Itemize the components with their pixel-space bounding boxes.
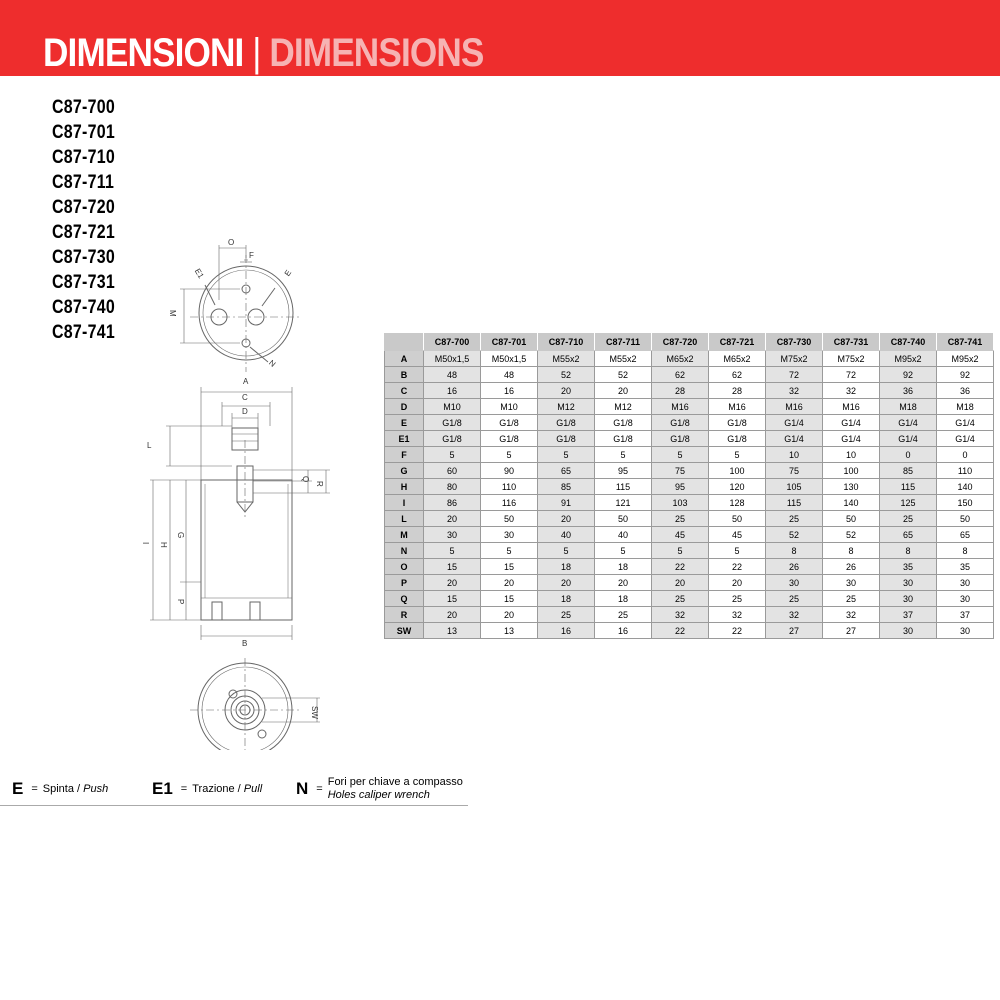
- table-cell: 105: [766, 479, 823, 495]
- table-cell: 18: [538, 559, 595, 575]
- column-header: C87-741: [937, 334, 994, 351]
- table-cell: 86: [424, 495, 481, 511]
- table-cell: M16: [709, 399, 766, 415]
- table-cell: 40: [538, 527, 595, 543]
- legend-text: [192, 783, 262, 795]
- table-cell: G1/8: [652, 431, 709, 447]
- table-header-row: [385, 334, 994, 351]
- table-row: [385, 431, 994, 447]
- legend-text-italian: Spinta /: [42, 783, 84, 795]
- header-banner: [0, 0, 1000, 76]
- table-cell: M65x2: [652, 351, 709, 367]
- table-cell: 20: [595, 383, 652, 399]
- product-code: C87-711: [52, 172, 115, 193]
- table-cell: 25: [766, 591, 823, 607]
- table-row: [385, 463, 994, 479]
- legend: [0, 773, 468, 806]
- table-cell: 27: [766, 623, 823, 639]
- table-cell: 22: [709, 559, 766, 575]
- table-body: [385, 351, 994, 639]
- table-cell: 35: [937, 559, 994, 575]
- table-cell: 80: [424, 479, 481, 495]
- table-cell: M95x2: [937, 351, 994, 367]
- dim-label-a: A: [243, 377, 249, 386]
- table-cell: 20: [595, 575, 652, 591]
- table-cell: 130: [823, 479, 880, 495]
- table-cell: 115: [766, 495, 823, 511]
- table-cell: G1/8: [481, 415, 538, 431]
- table-cell: 52: [538, 367, 595, 383]
- dim-label-f: F: [249, 251, 254, 260]
- row-header: O: [385, 559, 424, 575]
- table-cell: 30: [937, 575, 994, 591]
- column-header: C87-740: [880, 334, 937, 351]
- table-cell: 140: [823, 495, 880, 511]
- table-cell: 45: [709, 527, 766, 543]
- table-row: [385, 575, 994, 591]
- table-cell: G1/8: [709, 415, 766, 431]
- table-row: [385, 511, 994, 527]
- dim-label-c: C: [242, 393, 248, 402]
- table-cell: 25: [880, 511, 937, 527]
- table-cell: 128: [709, 495, 766, 511]
- table-cell: 20: [424, 575, 481, 591]
- table-cell: 72: [823, 367, 880, 383]
- table-cell: 52: [823, 527, 880, 543]
- table-cell: 32: [652, 607, 709, 623]
- table-cell: 150: [937, 495, 994, 511]
- dim-label-o: O: [228, 238, 235, 247]
- column-header: C87-710: [538, 334, 595, 351]
- table-corner-cell: [385, 334, 424, 351]
- table-cell: 5: [424, 543, 481, 559]
- table-cell: 110: [937, 463, 994, 479]
- table-cell: G1/8: [652, 415, 709, 431]
- table-row: [385, 607, 994, 623]
- table-cell: 5: [538, 543, 595, 559]
- table-cell: 18: [595, 591, 652, 607]
- table-cell: 30: [424, 527, 481, 543]
- table-cell: 52: [766, 527, 823, 543]
- table-cell: M18: [937, 399, 994, 415]
- table-cell: 36: [880, 383, 937, 399]
- table-cell: 115: [880, 479, 937, 495]
- table-cell: 25: [538, 607, 595, 623]
- legend-equals: =: [316, 783, 323, 795]
- table-cell: G1/4: [937, 415, 994, 431]
- table-cell: 120: [709, 479, 766, 495]
- table-cell: 27: [823, 623, 880, 639]
- table-cell: 5: [709, 447, 766, 463]
- table-cell: 37: [880, 607, 937, 623]
- table-cell: 50: [937, 511, 994, 527]
- column-header: C87-700: [424, 334, 481, 351]
- table-cell: 72: [766, 367, 823, 383]
- table-cell: M65x2: [709, 351, 766, 367]
- table-row: [385, 623, 994, 639]
- product-code-list: [52, 95, 127, 345]
- table-row: [385, 479, 994, 495]
- table-cell: 15: [424, 559, 481, 575]
- table-cell: 15: [424, 591, 481, 607]
- title-italian: DIMENSIONI: [43, 31, 244, 75]
- product-code: C87-740: [52, 297, 115, 318]
- table-cell: G1/4: [823, 431, 880, 447]
- product-code: C87-701: [52, 122, 115, 143]
- bottom-view-drawing: [190, 658, 320, 750]
- row-header: C: [385, 383, 424, 399]
- table-row: [385, 447, 994, 463]
- table-cell: M10: [481, 399, 538, 415]
- row-header: R: [385, 607, 424, 623]
- table-row: [385, 543, 994, 559]
- product-code: C87-721: [52, 222, 115, 243]
- table-cell: M10: [424, 399, 481, 415]
- dim-label-i: I: [141, 542, 150, 545]
- row-header: P: [385, 575, 424, 591]
- table-cell: M55x2: [538, 351, 595, 367]
- table-cell: 8: [766, 543, 823, 559]
- dimensions-table: [384, 333, 994, 639]
- table-cell: G1/8: [538, 431, 595, 447]
- table-cell: 15: [481, 559, 538, 575]
- dim-label-sw: SW: [310, 706, 319, 719]
- table-cell: 125: [880, 495, 937, 511]
- table-cell: 92: [880, 367, 937, 383]
- table-cell: M16: [652, 399, 709, 415]
- table-cell: 50: [823, 511, 880, 527]
- table-cell: 115: [595, 479, 652, 495]
- row-header: A: [385, 351, 424, 367]
- table-cell: 26: [766, 559, 823, 575]
- dim-label-r: R: [315, 481, 324, 487]
- column-header: C87-701: [481, 334, 538, 351]
- table-cell: 20: [424, 511, 481, 527]
- table-cell: 121: [595, 495, 652, 511]
- table-cell: 52: [595, 367, 652, 383]
- legend-item-push: [12, 773, 108, 805]
- table-cell: 20: [538, 511, 595, 527]
- dim-label-e1: E1: [192, 267, 206, 281]
- table-cell: 95: [595, 463, 652, 479]
- table-cell: G1/4: [766, 415, 823, 431]
- table-row: [385, 383, 994, 399]
- table-cell: 5: [538, 447, 595, 463]
- legend-text-italian: Fori per chiave a compasso: [327, 776, 463, 788]
- row-header: G: [385, 463, 424, 479]
- table-row: [385, 527, 994, 543]
- table-cell: 32: [766, 383, 823, 399]
- page-title: [43, 30, 483, 76]
- table-cell: 30: [937, 591, 994, 607]
- table-cell: 20: [481, 607, 538, 623]
- table-cell: M75x2: [823, 351, 880, 367]
- table-cell: 5: [709, 543, 766, 559]
- table-cell: G1/8: [709, 431, 766, 447]
- table-cell: G1/8: [424, 415, 481, 431]
- table-cell: 20: [424, 607, 481, 623]
- legend-symbol: E: [12, 779, 24, 798]
- table-cell: 30: [823, 575, 880, 591]
- table-cell: 100: [709, 463, 766, 479]
- table-cell: 32: [709, 607, 766, 623]
- table-cell: 65: [880, 527, 937, 543]
- column-header: C87-730: [766, 334, 823, 351]
- column-header: C87-711: [595, 334, 652, 351]
- table-cell: G1/8: [424, 431, 481, 447]
- table-cell: M16: [823, 399, 880, 415]
- row-header: M: [385, 527, 424, 543]
- table-cell: 8: [937, 543, 994, 559]
- table-cell: 28: [709, 383, 766, 399]
- dim-label-d: D: [242, 407, 248, 416]
- dim-label-g: G: [176, 532, 185, 539]
- table-cell: 85: [880, 463, 937, 479]
- table-cell: 5: [424, 447, 481, 463]
- table-cell: 62: [709, 367, 766, 383]
- table-cell: 25: [766, 511, 823, 527]
- row-header: D: [385, 399, 424, 415]
- table-cell: 103: [652, 495, 709, 511]
- legend-symbol: N: [296, 779, 309, 798]
- table-cell: 20: [538, 575, 595, 591]
- title-english: DIMENSIONS: [269, 31, 484, 75]
- table-cell: 13: [424, 623, 481, 639]
- table-cell: 25: [709, 591, 766, 607]
- table-cell: 20: [709, 575, 766, 591]
- table-cell: 110: [481, 479, 538, 495]
- row-header: F: [385, 447, 424, 463]
- table-row: [385, 415, 994, 431]
- legend-equals: =: [31, 783, 38, 795]
- table-cell: M55x2: [595, 351, 652, 367]
- table-row: [385, 351, 994, 367]
- table-cell: 30: [766, 575, 823, 591]
- table-cell: M95x2: [880, 351, 937, 367]
- table-cell: 45: [652, 527, 709, 543]
- table-cell: M12: [595, 399, 652, 415]
- table-cell: 35: [880, 559, 937, 575]
- table-cell: 22: [652, 623, 709, 639]
- table-cell: G1/8: [595, 431, 652, 447]
- table-cell: 22: [709, 623, 766, 639]
- table-cell: 28: [652, 383, 709, 399]
- table-cell: G1/4: [880, 415, 937, 431]
- dim-label-e: E: [282, 268, 294, 278]
- product-code: C87-741: [52, 322, 115, 343]
- row-header: N: [385, 543, 424, 559]
- table-cell: 25: [652, 591, 709, 607]
- row-header: B: [385, 367, 424, 383]
- table-cell: 30: [880, 591, 937, 607]
- table-cell: 26: [823, 559, 880, 575]
- table-cell: M16: [766, 399, 823, 415]
- table-cell: G1/4: [880, 431, 937, 447]
- table-row: [385, 559, 994, 575]
- table-cell: 75: [652, 463, 709, 479]
- table-cell: 36: [937, 383, 994, 399]
- dim-label-m: M: [168, 310, 177, 317]
- product-code: C87-730: [52, 247, 115, 268]
- table-cell: 5: [652, 447, 709, 463]
- dim-label-l: L: [147, 441, 152, 450]
- top-view-drawing: [180, 245, 302, 372]
- table-cell: G1/8: [595, 415, 652, 431]
- table-cell: 100: [823, 463, 880, 479]
- table-cell: M50x1,5: [424, 351, 481, 367]
- table-cell: 5: [481, 543, 538, 559]
- table-cell: 140: [937, 479, 994, 495]
- table-cell: 48: [424, 367, 481, 383]
- table-cell: 15: [481, 591, 538, 607]
- table-cell: 0: [937, 447, 994, 463]
- row-header: SW: [385, 623, 424, 639]
- dim-label-b: B: [242, 639, 248, 648]
- product-code: C87-700: [52, 97, 115, 118]
- table-cell: M75x2: [766, 351, 823, 367]
- legend-text-italian: Trazione /: [192, 783, 244, 795]
- table-cell: G1/4: [823, 415, 880, 431]
- legend-text-english: Holes caliper wrench: [327, 789, 430, 801]
- table-cell: 5: [652, 543, 709, 559]
- table-cell: 90: [481, 463, 538, 479]
- table-row: [385, 367, 994, 383]
- table-cell: 5: [481, 447, 538, 463]
- legend-text: [43, 783, 108, 795]
- table-cell: 60: [424, 463, 481, 479]
- legend-equals: =: [180, 783, 188, 795]
- table-cell: 62: [652, 367, 709, 383]
- table-cell: G1/8: [538, 415, 595, 431]
- table-cell: G1/8: [481, 431, 538, 447]
- title-separator: |: [252, 31, 261, 75]
- table-cell: 40: [595, 527, 652, 543]
- table-cell: 37: [937, 607, 994, 623]
- legend-text-english: Pull: [243, 783, 263, 795]
- row-header: L: [385, 511, 424, 527]
- row-header: E: [385, 415, 424, 431]
- table-cell: 30: [880, 623, 937, 639]
- table-cell: 8: [880, 543, 937, 559]
- table-cell: 10: [823, 447, 880, 463]
- table-cell: 20: [652, 575, 709, 591]
- legend-item-holes: [296, 773, 463, 805]
- table-cell: G1/4: [766, 431, 823, 447]
- row-header: H: [385, 479, 424, 495]
- table-cell: 18: [538, 591, 595, 607]
- row-header: I: [385, 495, 424, 511]
- table-cell: 8: [823, 543, 880, 559]
- table-cell: 48: [481, 367, 538, 383]
- table-cell: 13: [481, 623, 538, 639]
- table-cell: 116: [481, 495, 538, 511]
- table-cell: 20: [538, 383, 595, 399]
- legend-symbol: E1: [152, 779, 173, 798]
- table-cell: 32: [823, 607, 880, 623]
- table-cell: 30: [481, 527, 538, 543]
- table-cell: 92: [937, 367, 994, 383]
- table-cell: 18: [595, 559, 652, 575]
- table-cell: M50x1,5: [481, 351, 538, 367]
- table-cell: 16: [538, 623, 595, 639]
- product-code: C87-710: [52, 147, 115, 168]
- table-cell: 32: [766, 607, 823, 623]
- table-cell: 10: [766, 447, 823, 463]
- dim-label-h: H: [159, 542, 168, 548]
- table-cell: 65: [538, 463, 595, 479]
- table-cell: 95: [652, 479, 709, 495]
- table-cell: 16: [481, 383, 538, 399]
- column-header: C87-721: [709, 334, 766, 351]
- row-header: E1: [385, 431, 424, 447]
- table-cell: M18: [880, 399, 937, 415]
- column-header: C87-731: [823, 334, 880, 351]
- product-code: C87-720: [52, 197, 115, 218]
- dim-label-q: Q: [301, 476, 310, 483]
- table-cell: 25: [823, 591, 880, 607]
- table-cell: 16: [424, 383, 481, 399]
- table-cell: 50: [595, 511, 652, 527]
- legend-item-pull: [152, 773, 262, 805]
- table-cell: 22: [652, 559, 709, 575]
- technical-drawing: [135, 230, 335, 750]
- legend-text: [328, 776, 463, 802]
- table-cell: 91: [538, 495, 595, 511]
- table-cell: 5: [595, 543, 652, 559]
- dim-label-p: P: [176, 599, 185, 605]
- dim-label-n: N: [267, 358, 278, 369]
- table-cell: 30: [937, 623, 994, 639]
- table-cell: 25: [595, 607, 652, 623]
- row-header: Q: [385, 591, 424, 607]
- table-cell: 30: [880, 575, 937, 591]
- table-row: [385, 495, 994, 511]
- table-cell: 75: [766, 463, 823, 479]
- table-cell: G1/4: [937, 431, 994, 447]
- table-cell: 32: [823, 383, 880, 399]
- table-cell: M12: [538, 399, 595, 415]
- table-cell: 50: [481, 511, 538, 527]
- table-row: [385, 399, 994, 415]
- column-header: C87-720: [652, 334, 709, 351]
- table-cell: 16: [595, 623, 652, 639]
- legend-text-english: Push: [83, 783, 109, 795]
- table-cell: 85: [538, 479, 595, 495]
- table-cell: 20: [481, 575, 538, 591]
- table-cell: 5: [595, 447, 652, 463]
- table-cell: 50: [709, 511, 766, 527]
- product-code: C87-731: [52, 272, 115, 293]
- table-row: [385, 591, 994, 607]
- table-cell: 0: [880, 447, 937, 463]
- table-cell: 25: [652, 511, 709, 527]
- table-cell: 65: [937, 527, 994, 543]
